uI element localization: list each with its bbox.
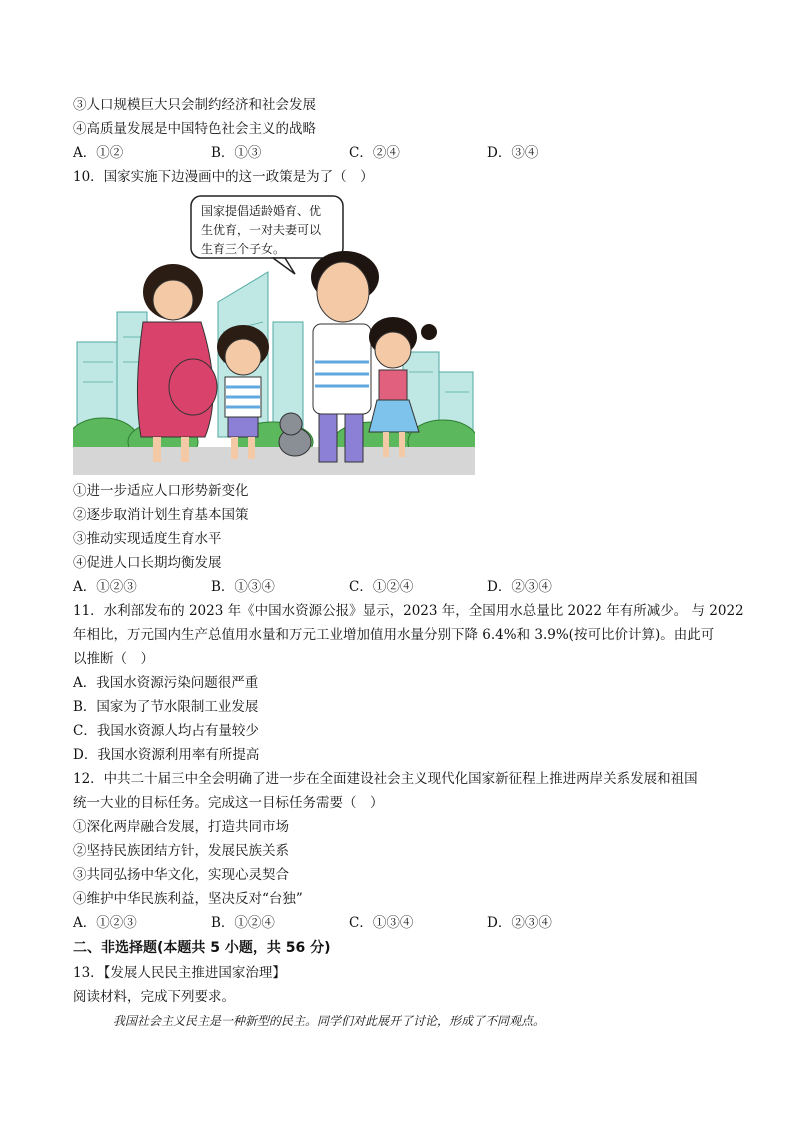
q10-option-d: D．②③④ <box>487 579 552 595</box>
q11-option-a: A．我国水资源污染问题很严重 <box>73 675 259 691</box>
q9-option-b: B．①③ <box>211 145 262 161</box>
q13-instruction: 阅读材料，完成下列要求。 <box>73 989 235 1005</box>
q10-statement-4: ④促进人口长期均衡发展 <box>73 555 222 571</box>
q9-option-c: C．②④ <box>349 145 400 161</box>
q11-option-d: D．我国水资源利用率有所提高 <box>73 747 260 763</box>
q12-statement-4: ④维护中华民族利益，坚决反对“台独” <box>73 891 303 907</box>
q12-statement-2: ②坚持民族团结方针，发展民族关系 <box>73 843 289 859</box>
q9-statement-4: ④高质量发展是中国特色社会主义的战略 <box>73 121 316 137</box>
q10-statement-3: ③推动实现适度生育水平 <box>73 531 222 547</box>
q12-option-a: A．①②③ <box>73 915 137 931</box>
bubble-line-3: 生育三个子女。 <box>201 242 286 256</box>
q10-options <box>73 575 733 599</box>
q12-option-c: C．①③④ <box>349 915 414 931</box>
bubble-line-2: 生优育，一对夫妻可以 <box>201 223 322 237</box>
q9-statement-3: ③人口规模巨大只会制约经济和社会发展 <box>73 97 316 113</box>
q11-option-b: B．国家为了节水限制工业发展 <box>73 699 259 715</box>
q12-statement-3: ③共同弘扬中华文化，实现心灵契合 <box>73 867 289 883</box>
q10-stem: 10．国家实施下边漫画中的这一政策是为了（ ） <box>73 169 374 185</box>
q9-options <box>73 141 733 165</box>
q12-options <box>73 911 733 935</box>
q12-option-b: B．①②④ <box>211 915 275 931</box>
q12-stem-line-1: 12．中共二十届三中全会明确了进一步在全面建设社会主义现代化国家新征程上推进两岸关系发展和祖国 <box>73 771 698 787</box>
q12-stem-line-2: 统一大业的目标任务。完成这一目标任务需要（ ） <box>73 795 384 811</box>
q11-option-c: C．我国水资源人均占有量较少 <box>73 723 259 739</box>
q11-stem-line-1: 11．水利部发布的 2023 年《中国水资源公报》显示，2023 年，全国用水总量比 2022 年有所减少。 与 2022 <box>73 603 744 619</box>
q12-statement-1: ①深化两岸融合发展，打造共同市场 <box>73 819 289 835</box>
q10-option-a: A．①②③ <box>73 579 137 595</box>
q13-material: 我国社会主义民主是一种新型的民主。同学们对此展开了讨论，形成了不同观点。 <box>113 1014 546 1028</box>
q12-option-d: D．②③④ <box>487 915 552 931</box>
section-heading-nonchoice: 二、非选择题(本题共 5 小题，共 56 分) <box>73 940 331 956</box>
q10-statement-1: ①进一步适应人口形势新变化 <box>73 483 249 499</box>
exam-page <box>73 93 744 1033</box>
speech-bubble <box>73 192 475 475</box>
q11-stem-line-2: 年相比，万元国内生产总值用水量和万元工业增加值用水量分别下降 6.4%和 3.9%(按可比价计算)。由此可 <box>73 627 715 643</box>
q10-statement-2: ②逐步取消计划生育基本国策 <box>73 507 249 523</box>
q11-stem-line-3: 以推断（ ） <box>73 651 154 667</box>
bubble-line-1: 国家提倡适龄婚育、优 <box>201 204 322 218</box>
q9-option-a: A．①② <box>73 145 124 161</box>
q10-option-c: C．①②④ <box>349 579 414 595</box>
family-cartoon <box>73 192 475 475</box>
q10-option-b: B．①③④ <box>211 579 275 595</box>
q9-option-d: D．③④ <box>487 145 539 161</box>
q13-title: 13．【发展人民民主推进国家治理】 <box>73 965 286 981</box>
